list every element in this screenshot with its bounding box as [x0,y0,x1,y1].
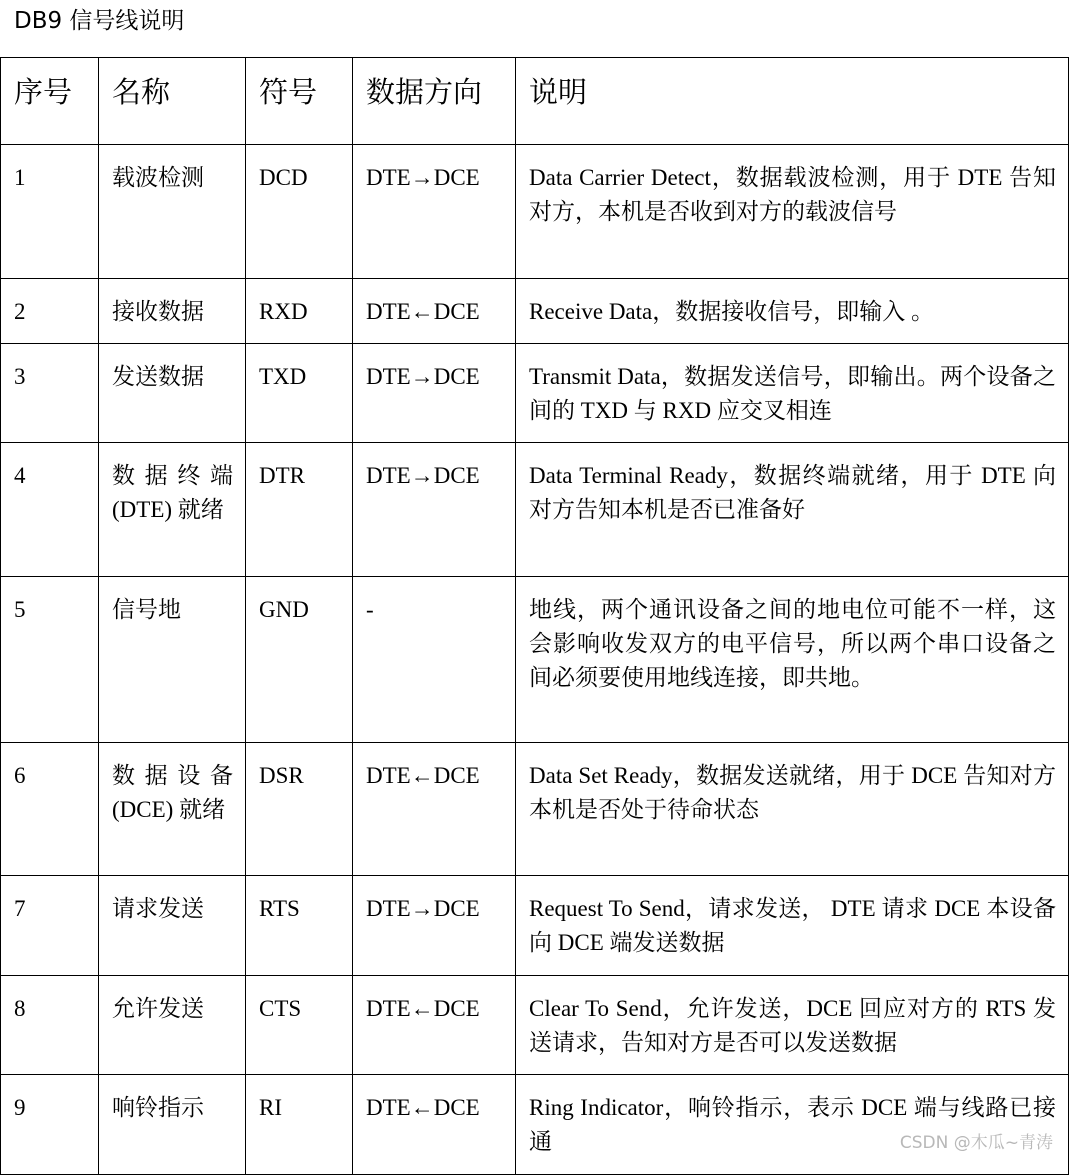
table-row [1,976,1069,1075]
cell-symbol: RXD [246,279,353,344]
cell-symbol: DCD [246,145,353,279]
cell-direction: DTE←DCE [353,1075,516,1175]
cell-description: Receive Data，数据接收信号，即输入 。 [516,279,1069,344]
cell-direction: DTE→DCE [353,443,516,577]
cell-index: 8 [1,976,99,1075]
watermark: CSDN @木瓜~青涛 [899,1133,1053,1153]
signal-table [0,57,1069,1175]
cell-index: 5 [1,577,99,743]
cell-name: 发送数据 [99,344,246,443]
header-symbol: 符号 [246,58,353,145]
cell-direction: DTE←DCE [353,976,516,1075]
table-row [1,577,1069,743]
cell-index: 3 [1,344,99,443]
table-header-row [1,58,1069,145]
cell-description: Data Terminal Ready，数据终端就绪，用于 DTE 向对方告知本机是否已准备好 [516,443,1069,577]
cell-index: 1 [1,145,99,279]
cell-name: 接收数据 [99,279,246,344]
cell-index: 2 [1,279,99,344]
cell-direction: - [353,577,516,743]
header-direction: 数据方向 [353,58,516,145]
cell-name: 数据设备(DCE) 就绪 [99,743,246,876]
cell-symbol: GND [246,577,353,743]
header-name: 名称 [99,58,246,145]
cell-symbol: DSR [246,743,353,876]
cell-symbol: RI [246,1075,353,1175]
cell-direction: DTE←DCE [353,743,516,876]
cell-symbol: CTS [246,976,353,1075]
table-row [1,743,1069,876]
cell-index: 4 [1,443,99,577]
cell-description: 地线，两个通讯设备之间的地电位可能不一样，这会影响收发双方的电平信号，所以两个串口设备之间必须要使用地线连接，即共地。 [516,577,1069,743]
cell-name: 响铃指示 [99,1075,246,1175]
table-row [1,876,1069,976]
document-caption: DB9 信号线说明 [14,8,185,34]
cell-direction: DTE→DCE [353,344,516,443]
cell-symbol: DTR [246,443,353,577]
cell-description: Data Set Ready，数据发送就绪，用于 DCE 告知对方本机是否处于待命状态 [516,743,1069,876]
table-row [1,344,1069,443]
cell-name: 允许发送 [99,976,246,1075]
cell-direction: DTE→DCE [353,145,516,279]
cell-description: Transmit Data，数据发送信号，即输出。两个设备之间的 TXD 与 RXD 应交叉相连 [516,344,1069,443]
cell-description: Clear To Send，允许发送，DCE 回应对方的 RTS 发送请求，告知对方是否可以发送数据 [516,976,1069,1075]
header-description: 说明 [516,58,1069,145]
cell-index: 6 [1,743,99,876]
cell-name: 数据终端(DTE) 就绪 [99,443,246,577]
header-index: 序号 [1,58,99,145]
cell-description: Ring Indicator，响铃指示，表示 DCE 端与线路已接通 [516,1075,1069,1175]
cell-index: 7 [1,876,99,976]
cell-description: Data Carrier Detect，数据载波检测，用于 DTE 告知对方，本机是否收到对方的载波信号 [516,145,1069,279]
table-row [1,279,1069,344]
cell-description: Request To Send，请求发送， DTE 请求 DCE 本设备向 DCE 端发送数据 [516,876,1069,976]
table-row [1,145,1069,279]
cell-direction: DTE→DCE [353,876,516,976]
table-row [1,443,1069,577]
cell-name: 信号地 [99,577,246,743]
cell-name: 载波检测 [99,145,246,279]
cell-direction: DTE←DCE [353,279,516,344]
cell-symbol: TXD [246,344,353,443]
table-row [1,1075,1069,1175]
cell-symbol: RTS [246,876,353,976]
cell-index: 9 [1,1075,99,1175]
cell-name: 请求发送 [99,876,246,976]
